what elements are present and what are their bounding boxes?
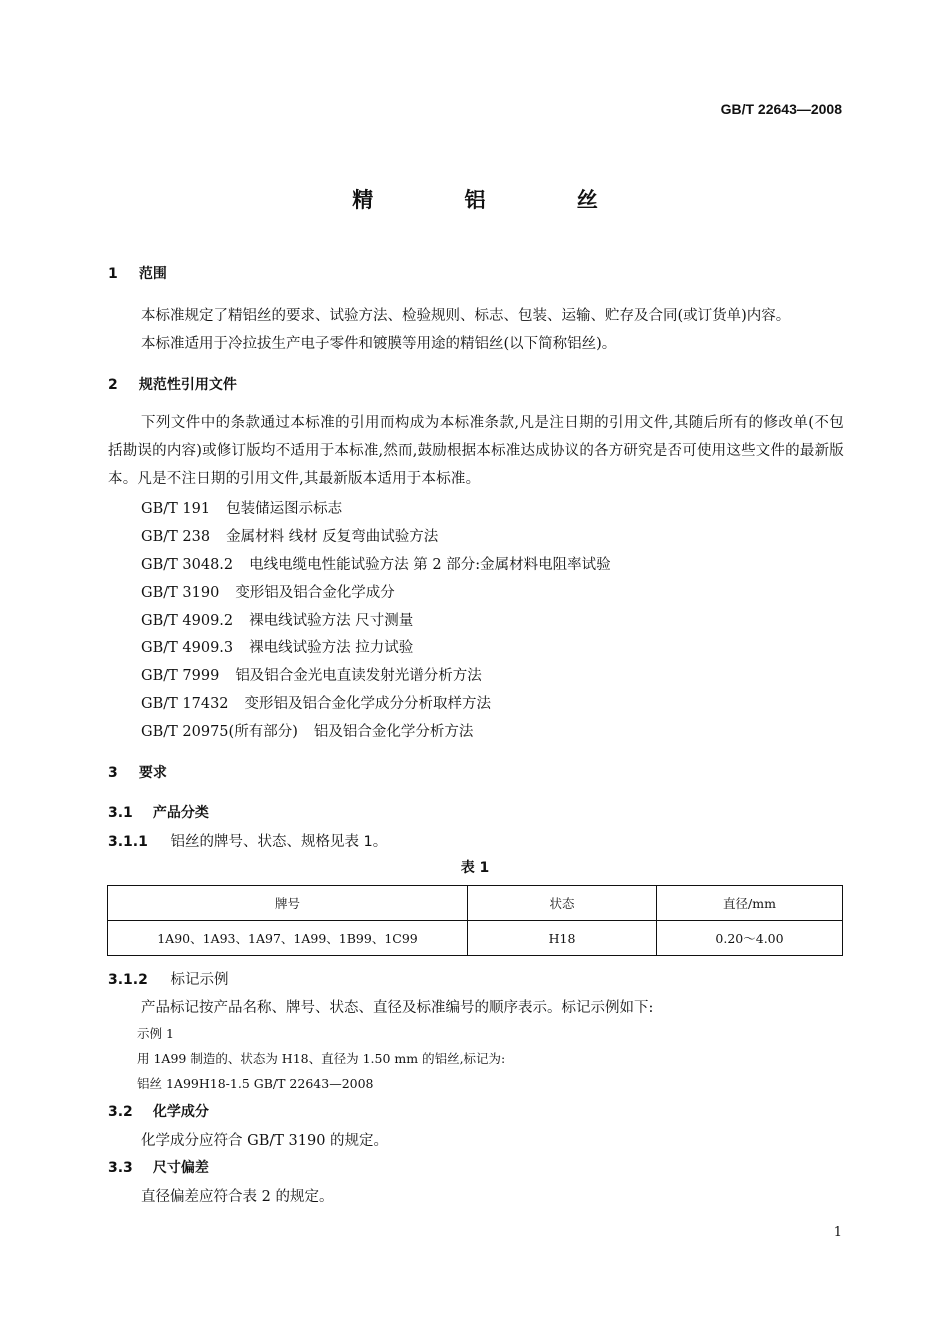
reference-item: [141, 609, 413, 630]
reference-code: GB/T 20975(所有部分): [141, 724, 298, 740]
section-3-heading: [108, 762, 167, 782]
section-3-1-1-heading: [108, 830, 387, 851]
scope-paragraph-2: 本标准适用于冷拉拔生产电子零件和镀膜等用途的精铝丝(以下简称铝丝)。: [141, 336, 617, 352]
table-header-cell: 牌号: [108, 886, 468, 921]
section-number: 3.1.2: [108, 972, 148, 988]
reference-code: GB/T 3190: [141, 585, 220, 601]
reference-code: GB/T 3048.2: [141, 557, 234, 573]
tolerance-paragraph: 直径偏差应符合表 2 的规定。: [141, 1189, 334, 1205]
references-intro: 下列文件中的条款通过本标准的引用而构成为本标准条款,凡是注日期的引用文件,其随后所有的修改单(不包括勘误的内容)或修订版均不适用于本标准,然而,鼓励根据本标准达成协议的各方研究是否可使用这些文件的最新版本。凡是不注日期的引用文件,其最新版本适用于本标准。: [108, 415, 844, 487]
reference-item: [141, 692, 491, 713]
section-number: 3.2: [108, 1104, 133, 1120]
reference-item: [141, 525, 438, 546]
section-title: 尺寸偏差: [152, 1160, 209, 1176]
section-1-heading: [108, 263, 167, 283]
section-number: 3.3: [108, 1160, 133, 1176]
table-header-cell: 状态: [468, 886, 657, 921]
section-title: 要求: [138, 765, 167, 781]
section-title: 标记示例: [170, 972, 229, 988]
section-number: 3.1.1: [108, 834, 148, 850]
table-cell: 1A90、1A93、1A97、1A99、1B99、1C99: [108, 921, 468, 956]
section-number: 1: [108, 266, 118, 282]
table-1-caption: 表 1: [460, 860, 490, 876]
reference-title: 电线电缆电性能试验方法 第 2 部分:金属材料电阻率试验: [249, 557, 611, 573]
table-1: [107, 885, 843, 956]
table-cell: H18: [468, 921, 657, 956]
reference-title: 裸电线试验方法 拉力试验: [249, 640, 414, 656]
reference-code: GB/T 191: [141, 501, 211, 517]
reference-item: [141, 720, 473, 741]
example-mark: 铝丝 1A99H18-1.5 GB/T 22643—2008: [137, 1076, 374, 1091]
scope-paragraph-1: 本标准规定了精铝丝的要求、试验方法、检验规则、标志、包装、运输、贮存及合同(或订货单)内容。: [141, 308, 791, 324]
section-title: 范围: [138, 266, 167, 282]
document-title: 精 铝 丝: [352, 188, 640, 212]
reference-code: GB/T 17432: [141, 696, 229, 712]
reference-item: [141, 553, 611, 574]
reference-item: [141, 636, 413, 657]
reference-code: GB/T 4909.3: [141, 640, 234, 656]
table-cell: 0.20～4.00: [657, 921, 843, 956]
section-3-1-heading: [108, 802, 209, 822]
table-header-row: [108, 886, 843, 921]
reference-item: [141, 581, 395, 602]
table-row: [108, 921, 843, 956]
standard-number: GB/T 22643—2008: [720, 101, 842, 117]
chemistry-paragraph: 化学成分应符合 GB/T 3190 的规定。: [141, 1133, 389, 1149]
reference-code: GB/T 7999: [141, 668, 220, 684]
example-text: 用 1A99 制造的、状态为 H18、直径为 1.50 mm 的铝丝,标记为:: [137, 1051, 506, 1066]
section-title: 化学成分: [152, 1104, 209, 1120]
section-number: 3.1: [108, 805, 133, 821]
section-title: 铝丝的牌号、状态、规格见表 1。: [170, 834, 388, 850]
reference-item: [141, 664, 482, 685]
section-number: 3: [108, 765, 118, 781]
reference-title: 金属材料 线材 反复弯曲试验方法: [226, 529, 439, 545]
reference-title: 变形铝及铝合金化学成分分析取样方法: [244, 696, 492, 712]
reference-title: 裸电线试验方法 尺寸测量: [249, 613, 414, 629]
section-3-2-heading: [108, 1101, 209, 1121]
reference-code: GB/T 4909.2: [141, 613, 234, 629]
reference-title: 变形铝及铝合金化学成分: [235, 585, 395, 601]
section-3-1-2-heading: [108, 968, 228, 989]
section-title: 规范性引用文件: [138, 377, 237, 393]
section-title: 产品分类: [152, 805, 209, 821]
section-2-heading: [108, 374, 237, 394]
reference-title: 包装储运图示标志: [226, 501, 343, 517]
reference-title: 铝及铝合金光电直读发射光谱分析方法: [235, 668, 482, 684]
reference-item: [141, 497, 342, 518]
section-3-3-heading: [108, 1157, 209, 1177]
section-number: 2: [108, 377, 118, 393]
reference-title: 铝及铝合金化学分析方法: [313, 724, 474, 740]
table-header-cell: 直径/mm: [657, 886, 843, 921]
marking-paragraph: 产品标记按产品名称、牌号、状态、直径及标准编号的顺序表示。标记示例如下:: [141, 1000, 654, 1016]
page-number: 1: [833, 1225, 842, 1240]
example-label: 示例 1: [137, 1026, 174, 1041]
reference-code: GB/T 238: [141, 529, 211, 545]
